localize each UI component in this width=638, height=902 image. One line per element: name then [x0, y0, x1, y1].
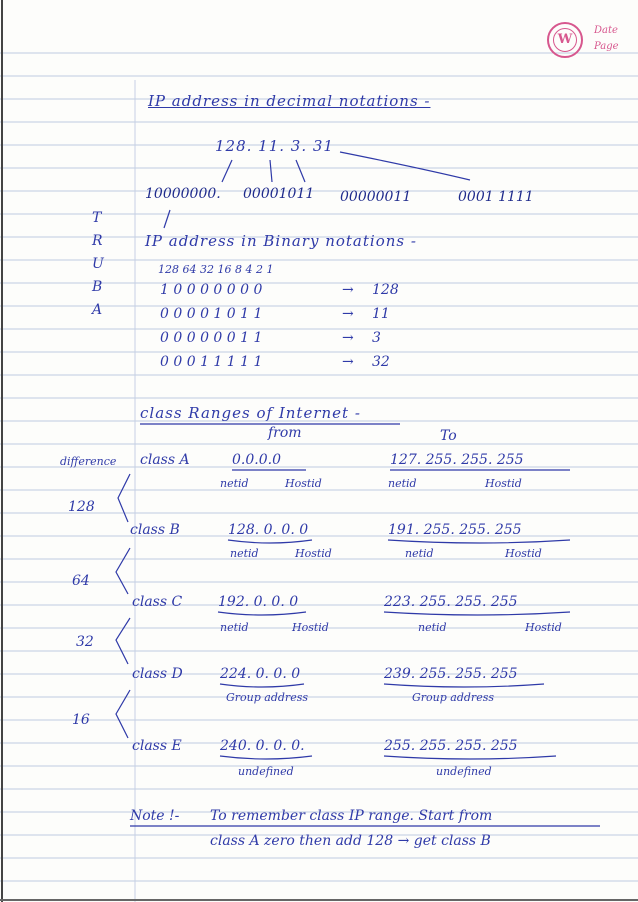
column-from: from	[268, 425, 302, 441]
conversion-value-4: 32	[372, 354, 390, 370]
class-d-from-brace	[220, 684, 304, 687]
brace-64	[116, 548, 130, 594]
arrow-31	[340, 152, 470, 180]
class-e-to-note: undefined	[436, 765, 492, 778]
binary-group-4: 0001 1111	[458, 189, 534, 205]
class-b-name: class B	[130, 522, 180, 538]
difference-128: 128	[68, 499, 95, 515]
class-b-from-netid: netid	[230, 547, 259, 560]
conversion-value-3: 3	[372, 330, 381, 346]
class-b-from-hostid: Hostid	[295, 547, 332, 560]
margin-letter-t: T	[92, 210, 102, 226]
brace-128	[118, 474, 130, 522]
class-c-to-netid: netid	[418, 621, 447, 634]
class-e-from-note: undefined	[238, 765, 294, 778]
class-b-to-hostid: Hostid	[505, 547, 542, 560]
class-b-from-brace	[228, 540, 312, 543]
class-e-from: 240. 0. 0. 0.	[220, 738, 305, 754]
class-c-name: class C	[132, 594, 183, 610]
class-a-to-netid: netid	[388, 477, 417, 490]
class-d-name: class D	[132, 666, 183, 682]
class-e-to-brace	[384, 756, 556, 759]
class-a-from-netid: netid	[220, 477, 249, 490]
class-e-to: 255. 255. 255. 255	[384, 738, 518, 754]
conversion-bits-3: 0 0 0 0 0 0 1 1	[160, 330, 263, 346]
difference-64: 64	[72, 573, 90, 589]
conversion-arrow-4: →	[342, 354, 354, 370]
class-e-name: class E	[132, 738, 182, 754]
date-label: Date	[594, 25, 618, 36]
class-c-to: 223. 255. 255. 255	[384, 594, 518, 610]
column-to: To	[440, 428, 457, 444]
class-b-to-brace	[388, 540, 570, 543]
class-a-name: class A	[140, 452, 190, 468]
class-a-to: 127. 255. 255. 255	[390, 452, 524, 468]
conversion-value-2: 11	[372, 306, 390, 322]
conversion-arrow-2: →	[342, 306, 354, 322]
note-line-2: class A zero then add 128 → get class B	[210, 833, 491, 849]
title-binary: IP address in Binary notations -	[145, 232, 417, 250]
class-b-to: 191. 255. 255. 255	[388, 522, 522, 538]
arrow-down	[164, 210, 170, 228]
conversion-value-1: 128	[372, 282, 399, 298]
class-d-from: 224. 0. 0. 0	[220, 666, 301, 682]
note-label: Note !-	[130, 808, 180, 824]
class-d-to-brace	[384, 684, 544, 687]
class-e-from-brace	[220, 756, 312, 759]
conversion-bits-1: 1 0 0 0 0 0 0 0	[160, 282, 263, 298]
class-b-from: 128. 0. 0. 0	[228, 522, 309, 538]
title-class-ranges: class Ranges of Internet -	[140, 404, 361, 422]
class-c-from-hostid: Hostid	[292, 621, 329, 634]
difference-16: 16	[72, 712, 90, 728]
class-c-from-netid: netid	[220, 621, 249, 634]
class-d-to: 239. 255. 255. 255	[384, 666, 518, 682]
bit-weights: 128 64 32 16 8 4 2 1	[158, 263, 274, 276]
margin-letter-b: B	[92, 279, 103, 295]
class-a-from: 0.0.0.0	[232, 452, 281, 468]
margin-letter-r: R	[92, 233, 103, 249]
class-c-to-hostid: Hostid	[525, 621, 562, 634]
difference-32: 32	[76, 634, 94, 650]
binary-group-3: 00000011	[340, 189, 412, 205]
class-b-to-netid: netid	[405, 547, 434, 560]
class-a-from-hostid: Hostid	[285, 477, 322, 490]
margin-letter-u: U	[92, 256, 104, 272]
class-c-to-brace	[384, 612, 570, 615]
note-line-1: To remember class IP range. Start from	[210, 808, 493, 824]
class-c-from-brace	[218, 612, 306, 615]
class-c-from: 192. 0. 0. 0	[218, 594, 299, 610]
binary-group-2: 00001011	[243, 186, 315, 202]
conversion-arrow-1: →	[342, 282, 354, 298]
logo-letter: W	[553, 28, 577, 52]
class-d-to-note: Group address	[412, 691, 494, 704]
ip-decimal: 128. 11. 3. 31	[215, 137, 334, 155]
page-label: Page	[594, 41, 619, 52]
conversion-arrow-3: →	[342, 330, 354, 346]
arrow-128	[222, 160, 232, 182]
class-a-to-hostid: Hostid	[485, 477, 522, 490]
binary-group-1: 10000000.	[145, 186, 221, 202]
conversion-bits-4: 0 0 0 1 1 1 1 1	[160, 354, 263, 370]
title-decimal: IP address in decimal notations -	[148, 92, 431, 110]
arrow-3	[296, 160, 305, 182]
conversion-bits-2: 0 0 0 0 1 0 1 1	[160, 306, 263, 322]
brace-32	[116, 618, 130, 664]
difference-label: difference	[60, 455, 117, 468]
brace-16	[116, 690, 130, 738]
class-d-from-note: Group address	[226, 691, 308, 704]
margin-letter-a: A	[92, 302, 103, 318]
arrow-11	[270, 160, 272, 182]
